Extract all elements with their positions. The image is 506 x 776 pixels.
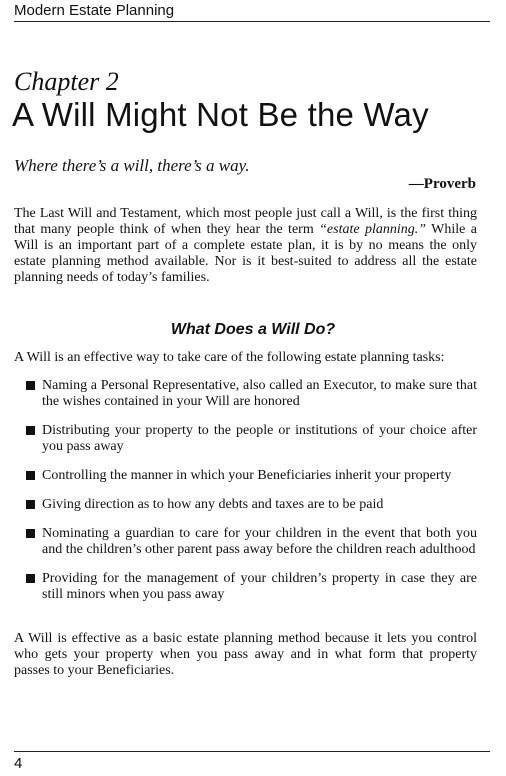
list-item-text: Distributing your property to the people or institutions of your choice after you pass away [42, 423, 477, 454]
square-bullet-icon [26, 426, 35, 435]
closing-paragraph: A Will is effective as a basic estate planning method because it lets you control who gets your property when you pass away and in what form that property passes to your Beneficiaries. [14, 631, 477, 678]
intro-text-before: The Last Will and Testament, which most people just call a Will, is the first thing that many people think of when they hear the term [14, 206, 477, 237]
task-list [14, 378, 477, 616]
square-bullet-icon [26, 500, 35, 509]
list-item-text: Naming a Personal Representative, also called an Executor, to make sure that the wishes contained in your Will are honored [42, 378, 477, 409]
list-item-text: Nominating a guardian to care for your children in the event that both you and the children’s other parent pass away before the children reach adulthood [42, 526, 477, 557]
list-item [14, 571, 477, 603]
list-item [14, 378, 477, 410]
square-bullet-icon [26, 471, 35, 480]
list-item-text: Providing for the management of your children’s property in case they are still minors when you pass away [42, 571, 477, 602]
square-bullet-icon [26, 529, 35, 538]
square-bullet-icon [26, 574, 35, 583]
epigraph-quote: Where there’s a will, there’s a way. [14, 156, 250, 175]
epigraph-attribution: —Proverb [408, 176, 476, 192]
list-item [14, 468, 477, 484]
list-item [14, 497, 477, 513]
list-item-text: Giving direction as to how any debts and taxes are to be paid [42, 497, 384, 512]
chapter-title: A Will Might Not Be the Way [12, 96, 429, 133]
footer-rule [14, 751, 490, 752]
intro-paragraph [14, 206, 477, 286]
list-item [14, 423, 477, 455]
list-item [14, 526, 477, 558]
intro-text-after: While a Will is an important part of a complete estate plan, it is by no means the only estate planning method available. Nor is it best-suited to address all the estate planning needs of today’s families. [14, 222, 477, 285]
list-item-text: Controlling the manner in which your Beneficiaries inherit your property [42, 468, 452, 483]
square-bullet-icon [26, 381, 35, 390]
lead-sentence: A Will is an effective way to take care of the following estate planning tasks: [14, 350, 445, 365]
page-number: 4 [14, 755, 23, 772]
chapter-label: Chapter 2 [14, 67, 119, 96]
intro-emphasis: “estate planning.” [319, 222, 427, 237]
section-heading: What Does a Will Do? [170, 321, 336, 338]
running-head: Modern Estate Planning [14, 2, 490, 22]
